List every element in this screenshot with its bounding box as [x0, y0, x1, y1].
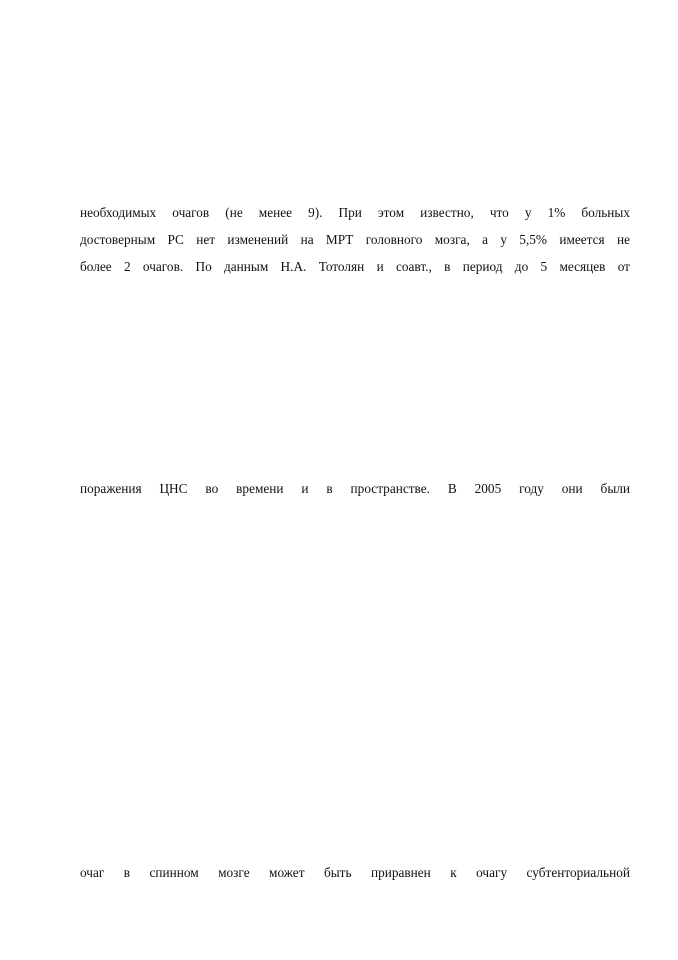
text-line: достоверным РС нет изменений на МРТ головного мозга, а у 5,5% имеется не [80, 232, 630, 247]
text-line: необходимых очагов (не менее 9). При этом известно, что у 1% больных [80, 205, 630, 220]
text-line: более 2 очагов. По данным Н.А. Тотолян и соавт., в период до 5 месяцев от [80, 259, 630, 274]
text-line: очаг в спинном мозге может быть приравнен к очагу субтенториальной [80, 865, 630, 880]
text-line: поражения ЦНС во времени и в пространстве. В 2005 году они были [80, 481, 630, 496]
